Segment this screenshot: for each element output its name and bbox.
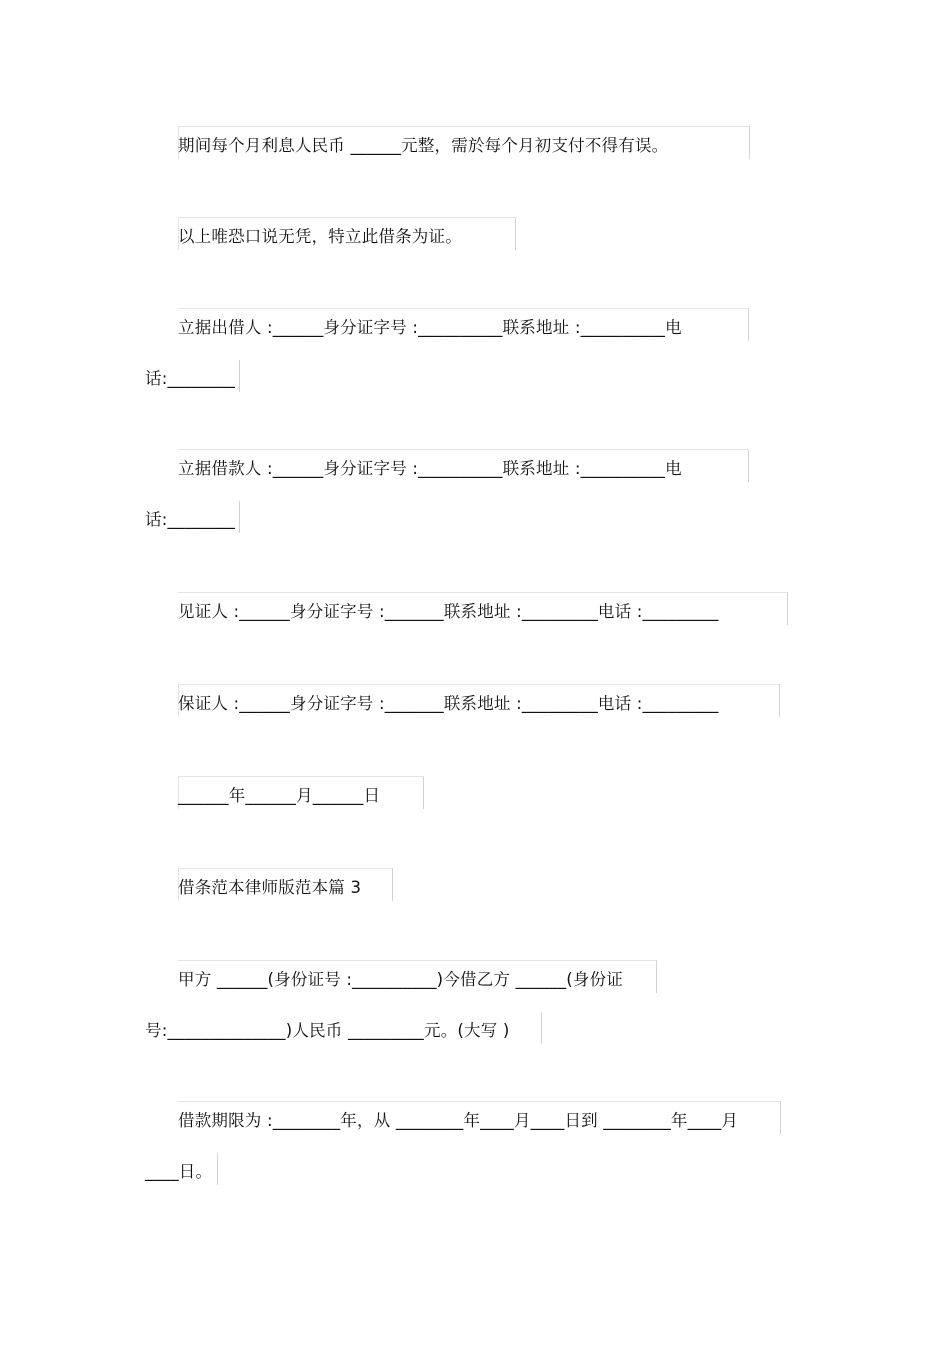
loan-term-end-line: ____日。 <box>145 1162 213 1181</box>
loan-term-line: 借款期限为 :________年，从 ________年____月____日到 ________年____月 <box>178 1111 739 1130</box>
section-heading: 借条范本律师版范本篇 3 <box>178 878 362 897</box>
lender-phone-line: 话:________ <box>145 369 236 388</box>
party-a-line: 甲方 ______(身份证号 :__________)今借乙方 ______(身份证 <box>178 970 624 989</box>
date-line: ______年______月______日 <box>178 786 381 805</box>
lender-line: 立据出借人 :______身分证字号 :__________联系地址 :__________电 <box>178 318 682 337</box>
borrower-line: 立据借款人 :______身分证字号 :__________联系地址 :__________电 <box>178 459 682 478</box>
party-a-amount-line: 号:______________)人民币 _________元。(大写 ) <box>145 1021 510 1040</box>
proof-line: 以上唯恐口说无凭，特立此借条为证。 <box>178 227 462 246</box>
witness-line: 见证人 :______身分证字号 :_______联系地址 :_________电话 :_________ <box>178 602 719 621</box>
interest-line: 期间每个月利息人民币 ______元整，需於每个月初支付不得有误。 <box>178 136 669 155</box>
guarantor-line: 保证人 :______身分证字号 :_______联系地址 :_________电话 :_________ <box>178 694 719 713</box>
borrower-phone-line: 话:________ <box>145 510 236 529</box>
